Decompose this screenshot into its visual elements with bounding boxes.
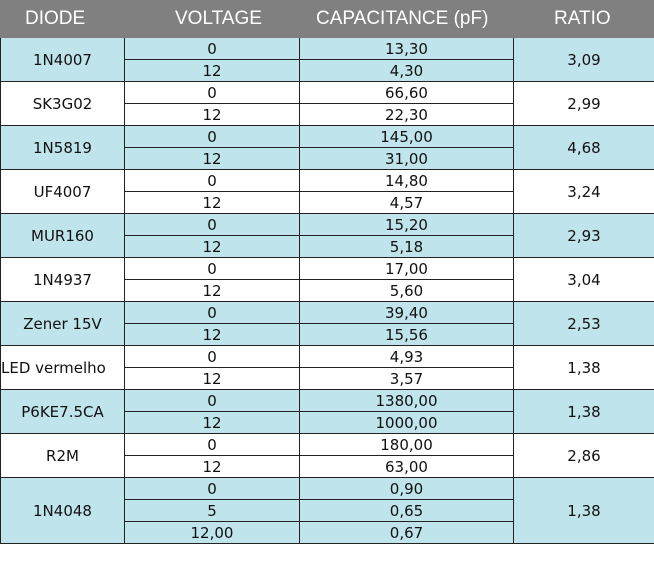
diode-name-cell: 1N4937	[1, 258, 125, 302]
capacitance-cell: 145,00	[300, 126, 514, 148]
voltage-cell: 0	[125, 390, 300, 412]
table-row	[1, 346, 654, 368]
table-row	[1, 82, 654, 104]
capacitance-cell: 39,40	[300, 302, 514, 324]
ratio-cell: 2,86	[514, 434, 654, 478]
voltage-cell: 0	[125, 126, 300, 148]
capacitance-cell: 1380,00	[300, 390, 514, 412]
ratio-cell: 2,53	[514, 302, 654, 346]
diode-name-cell: 1N5819	[1, 126, 125, 170]
capacitance-cell: 13,30	[300, 38, 514, 60]
capacitance-cell: 3,57	[300, 368, 514, 390]
ratio-cell: 2,93	[514, 214, 654, 258]
diode-name-cell: MUR160	[1, 214, 125, 258]
voltage-cell: 0	[125, 258, 300, 280]
voltage-cell: 0	[125, 434, 300, 456]
capacitance-cell: 4,30	[300, 60, 514, 82]
capacitance-cell: 15,20	[300, 214, 514, 236]
capacitance-cell: 31,00	[300, 148, 514, 170]
diode-name-cell: 1N4007	[1, 38, 125, 82]
diode-name-cell: P6KE7.5CA	[1, 390, 125, 434]
capacitance-cell: 14,80	[300, 170, 514, 192]
capacitance-cell: 180,00	[300, 434, 514, 456]
capacitance-cell: 5,60	[300, 280, 514, 302]
header-capacitance: CAPACITANCE (pF)	[300, 1, 514, 38]
header-voltage: VOLTAGE	[125, 1, 300, 38]
table-row	[1, 478, 654, 500]
capacitance-cell: 0,90	[300, 478, 514, 500]
header-ratio: RATIO	[514, 1, 654, 38]
voltage-cell: 12,00	[125, 522, 300, 544]
voltage-cell: 12	[125, 412, 300, 434]
ratio-cell: 1,38	[514, 346, 654, 390]
capacitance-cell: 4,57	[300, 192, 514, 214]
capacitance-cell: 4,93	[300, 346, 514, 368]
capacitance-cell: 0,65	[300, 500, 514, 522]
voltage-cell: 12	[125, 456, 300, 478]
table-row	[1, 390, 654, 412]
table-row	[1, 126, 654, 148]
ratio-cell: 1,38	[514, 390, 654, 434]
voltage-cell: 0	[125, 170, 300, 192]
voltage-cell: 0	[125, 214, 300, 236]
capacitance-cell: 17,00	[300, 258, 514, 280]
diode-name-cell: SK3G02	[1, 82, 125, 126]
diode-name-cell: R2M	[1, 434, 125, 478]
ratio-cell: 2,99	[514, 82, 654, 126]
table-row	[1, 38, 654, 60]
ratio-cell: 3,04	[514, 258, 654, 302]
voltage-cell: 0	[125, 478, 300, 500]
voltage-cell: 12	[125, 104, 300, 126]
voltage-cell: 12	[125, 280, 300, 302]
voltage-cell: 0	[125, 38, 300, 60]
ratio-cell: 1,38	[514, 478, 654, 544]
diode-name-cell: UF4007	[1, 170, 125, 214]
table-row	[1, 170, 654, 192]
voltage-cell: 12	[125, 148, 300, 170]
capacitance-cell: 1000,00	[300, 412, 514, 434]
table-row	[1, 434, 654, 456]
table-row	[1, 214, 654, 236]
capacitance-cell: 5,18	[300, 236, 514, 258]
header-diode: DIODE	[1, 1, 125, 38]
table-row	[1, 302, 654, 324]
voltage-cell: 12	[125, 236, 300, 258]
diode-name-cell: LED vermelho	[1, 346, 125, 390]
voltage-cell: 12	[125, 368, 300, 390]
table-row	[1, 258, 654, 280]
voltage-cell: 0	[125, 82, 300, 104]
voltage-cell: 12	[125, 324, 300, 346]
voltage-cell: 5	[125, 500, 300, 522]
ratio-cell: 4,68	[514, 126, 654, 170]
capacitance-cell: 66,60	[300, 82, 514, 104]
capacitance-cell: 0,67	[300, 522, 514, 544]
voltage-cell: 0	[125, 346, 300, 368]
diode-name-cell: Zener 15V	[1, 302, 125, 346]
diode-name-cell: 1N4048	[1, 478, 125, 544]
ratio-cell: 3,09	[514, 38, 654, 82]
capacitance-cell: 22,30	[300, 104, 514, 126]
voltage-cell: 0	[125, 302, 300, 324]
ratio-cell: 3,24	[514, 170, 654, 214]
voltage-cell: 12	[125, 192, 300, 214]
capacitance-cell: 15,56	[300, 324, 514, 346]
capacitance-cell: 63,00	[300, 456, 514, 478]
header-row	[1, 1, 654, 38]
voltage-cell: 12	[125, 60, 300, 82]
